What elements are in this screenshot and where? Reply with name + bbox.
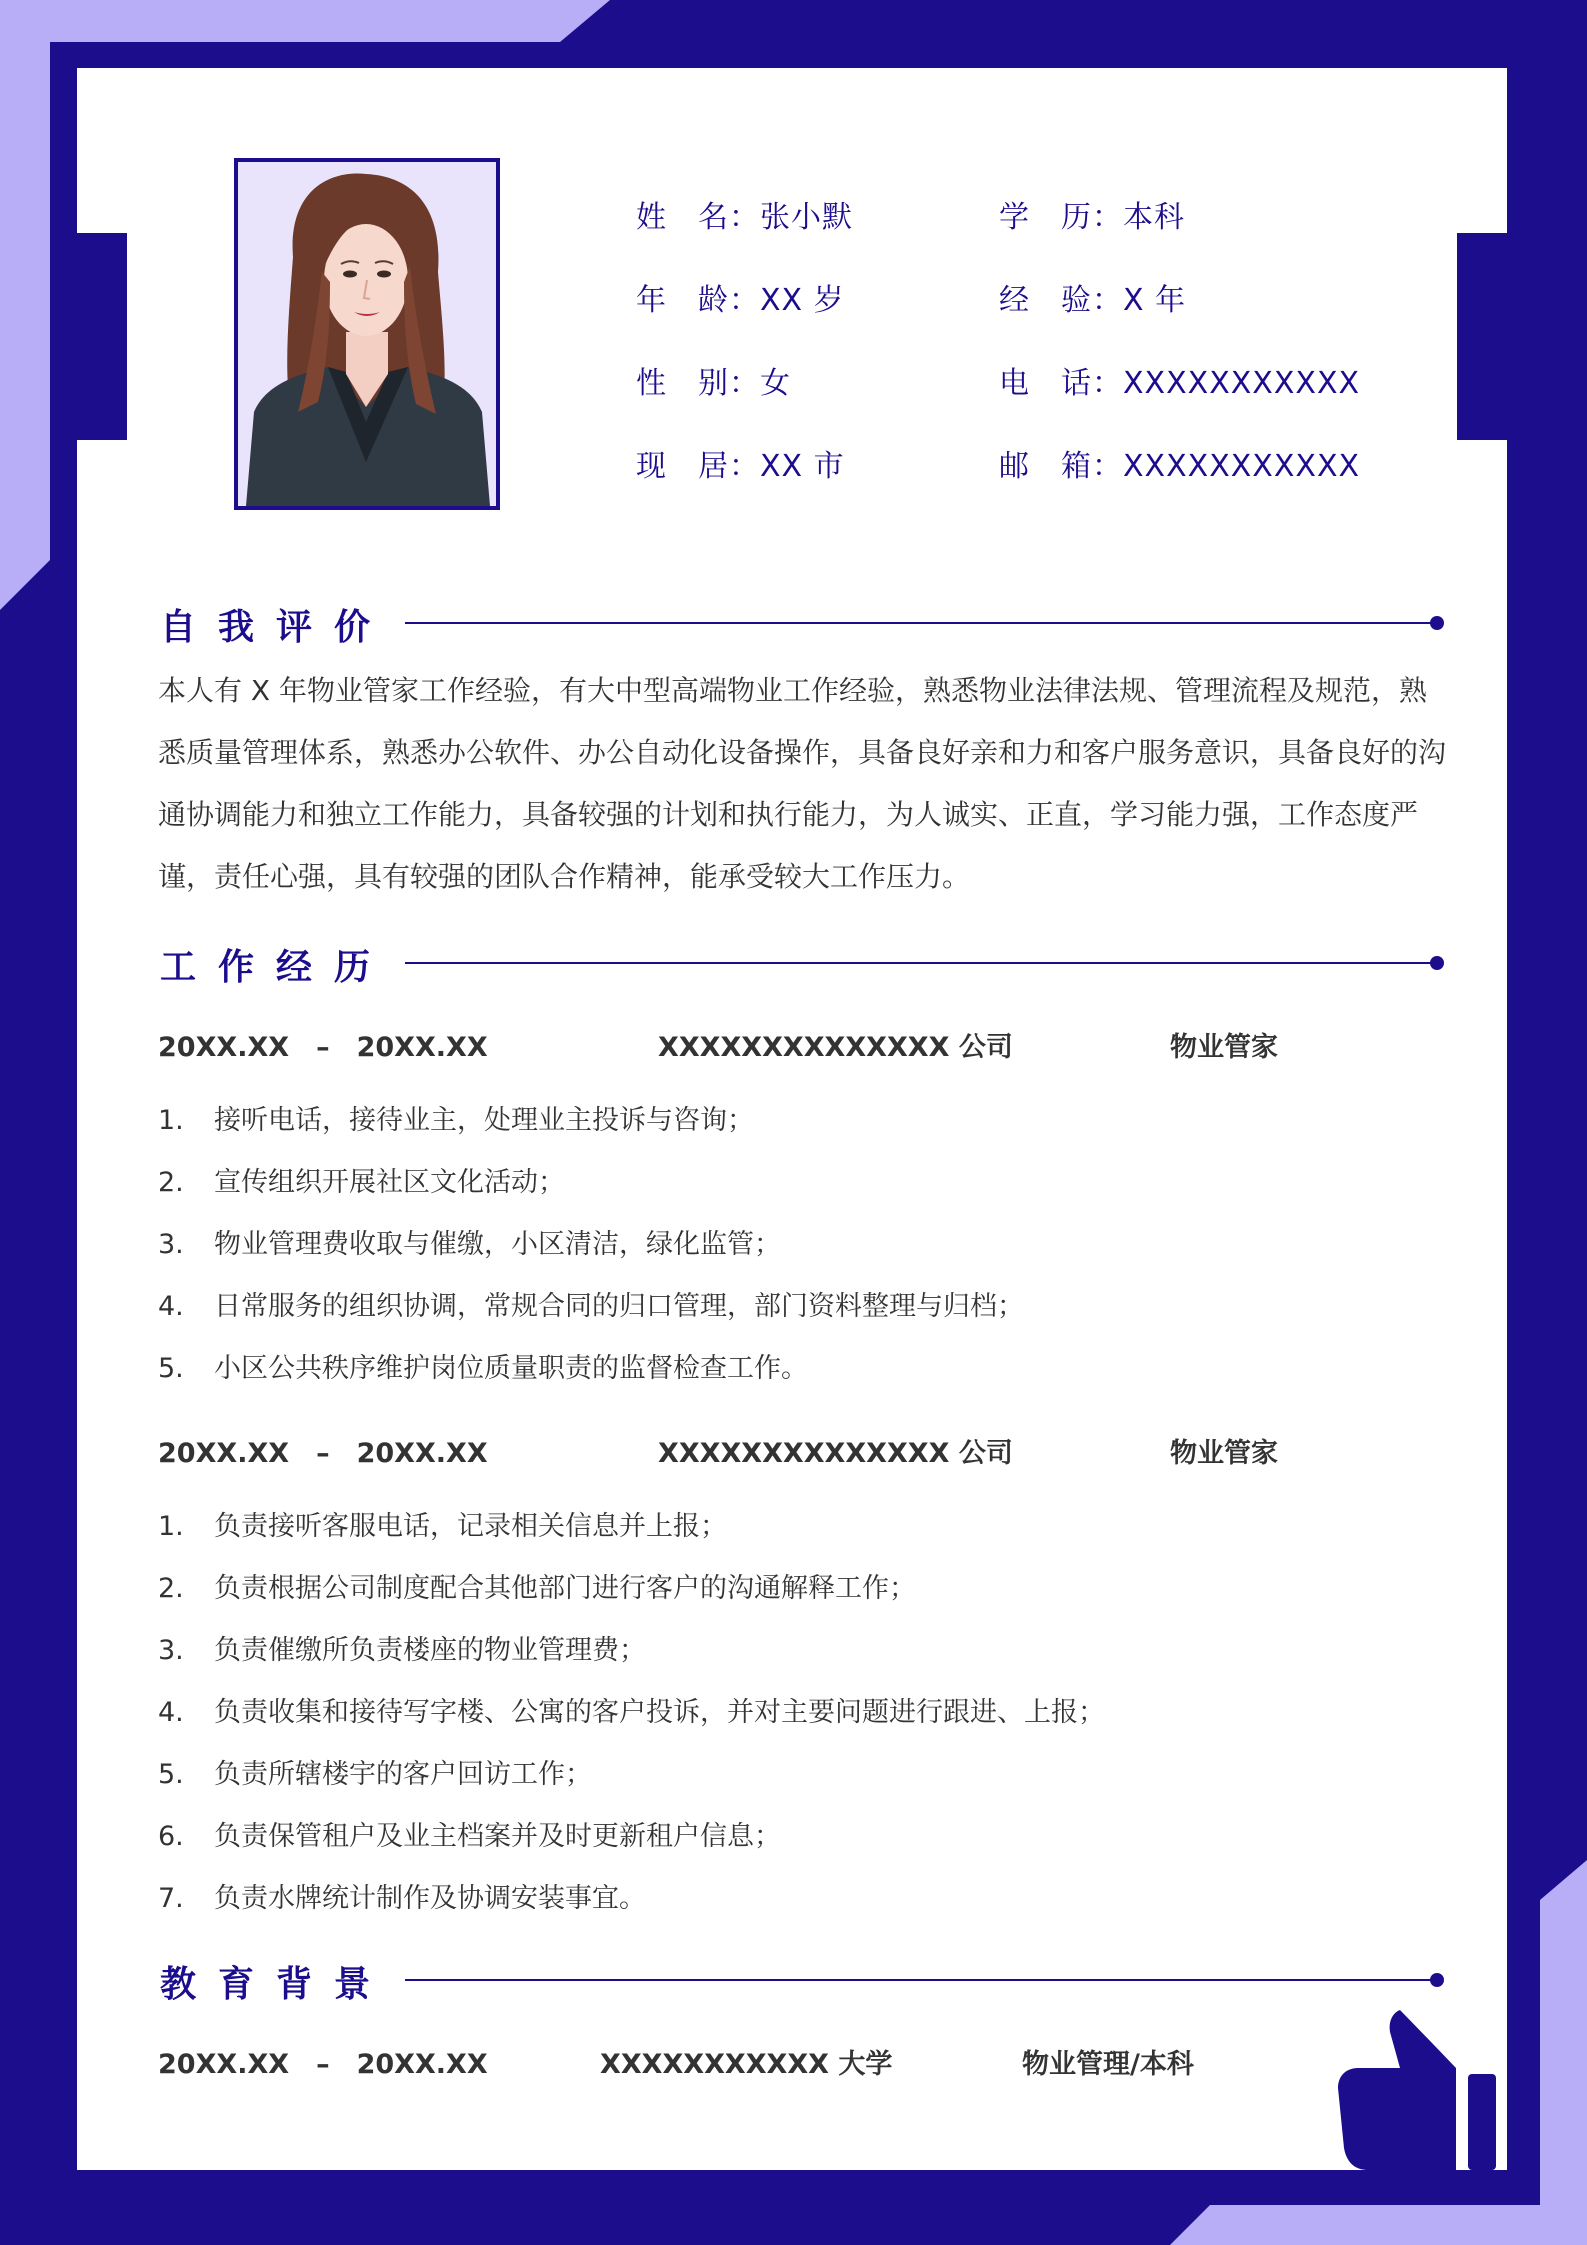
section-divider bbox=[405, 962, 1433, 964]
side-tab-left bbox=[77, 233, 127, 440]
education-school: XXXXXXXXXXX 大学 bbox=[600, 2049, 893, 2080]
info-value: XXXXXXXXXXX bbox=[1123, 366, 1361, 401]
job-period: 20XX.XX – 20XX.XX bbox=[158, 1438, 488, 1469]
duty-number: 5. bbox=[158, 1353, 184, 1384]
info-label: 姓 名： bbox=[636, 200, 760, 235]
duty-text: 接听电话，接待业主，处理业主投诉与咨询； bbox=[214, 1105, 754, 1136]
job-position: 物业管家 bbox=[1170, 1032, 1278, 1063]
info-label: 年 龄： bbox=[636, 283, 760, 318]
duty-number: 1. bbox=[158, 1105, 184, 1136]
info-label: 学 历： bbox=[999, 200, 1123, 235]
job-duty-item bbox=[158, 1690, 1105, 1729]
info-gender bbox=[636, 358, 791, 402]
info-label: 现 居： bbox=[636, 449, 760, 484]
job-duty-item bbox=[158, 1628, 646, 1667]
side-tab-right bbox=[1457, 233, 1507, 440]
info-value: 张小默 bbox=[760, 200, 853, 235]
avatar-illustration bbox=[238, 162, 496, 506]
info-value: 本科 bbox=[1123, 200, 1185, 235]
education-period: 20XX.XX – 20XX.XX bbox=[158, 2049, 488, 2080]
duty-number: 6. bbox=[158, 1821, 184, 1852]
profile-photo bbox=[234, 158, 500, 510]
job-duty-item bbox=[158, 1222, 781, 1261]
info-value: XX 市 bbox=[760, 449, 845, 484]
duty-number: 4. bbox=[158, 1291, 184, 1322]
info-email bbox=[999, 441, 1360, 485]
info-phone bbox=[999, 358, 1360, 402]
duty-text: 负责保管租户及业主档案并及时更新租户信息； bbox=[214, 1821, 781, 1852]
duty-text: 负责收集和接待写字楼、公寓的客户投诉，并对主要问题进行跟进、上报； bbox=[214, 1697, 1105, 1728]
duty-text: 负责所辖楼宇的客户回访工作； bbox=[214, 1759, 592, 1790]
job-duty-item bbox=[158, 1284, 1024, 1323]
section-title-education: 教育背景 bbox=[160, 1964, 393, 2005]
info-label: 电 话： bbox=[999, 366, 1123, 401]
job-duty-item bbox=[158, 1566, 916, 1605]
info-value: XXXXXXXXXXX bbox=[1123, 449, 1361, 484]
info-name bbox=[636, 192, 853, 236]
job-duty-item bbox=[158, 1504, 727, 1543]
info-age bbox=[636, 275, 845, 319]
duty-text: 日常服务的组织协调，常规合同的归口管理，部门资料整理与归档； bbox=[214, 1291, 1024, 1322]
section-divider bbox=[405, 622, 1433, 624]
job-duty-item bbox=[158, 1160, 565, 1199]
job-position: 物业管家 bbox=[1170, 1438, 1278, 1469]
self-evaluation-text: 本人有 X 年物业管家工作经验，有大中型高端物业工作经验，熟悉物业法律法规、管理流程及规范，熟悉质量管理体系，熟悉办公软件、办公自动化设备操作，具备良好亲和力和客户服务意识，具备良好的沟通协调能力和独立工作能力，具备较强的计划和执行能力，为人诚实、正直，学习能力强，工作态度严谨，责任心强，具有较强的团队合作精神，能承受较大工作压力。 bbox=[158, 674, 1447, 893]
thumbs-up-icon bbox=[1338, 2010, 1503, 2170]
job-duty-item bbox=[158, 1098, 754, 1137]
duty-number: 7. bbox=[158, 1883, 184, 1914]
section-divider-dot bbox=[1430, 956, 1444, 970]
job-duty-item bbox=[158, 1752, 592, 1791]
duty-text: 物业管理费收取与催缴，小区清洁，绿化监管； bbox=[214, 1229, 781, 1260]
duty-number: 1. bbox=[158, 1511, 184, 1542]
info-value: 女 bbox=[760, 366, 791, 401]
info-label: 邮 箱： bbox=[999, 449, 1123, 484]
section-title-work-experience: 工作经历 bbox=[160, 947, 393, 988]
info-education bbox=[999, 192, 1185, 236]
duty-number: 3. bbox=[158, 1635, 184, 1666]
duty-number: 2. bbox=[158, 1573, 184, 1604]
duty-number: 3. bbox=[158, 1229, 184, 1260]
section-divider-dot bbox=[1430, 1973, 1444, 1987]
duty-text: 负责催缴所负责楼座的物业管理费； bbox=[214, 1635, 646, 1666]
section-divider bbox=[405, 1979, 1433, 1981]
duty-number: 5. bbox=[158, 1759, 184, 1790]
duty-text: 负责根据公司制度配合其他部门进行客户的沟通解释工作； bbox=[214, 1573, 916, 1604]
job-company: XXXXXXXXXXXXXX 公司 bbox=[658, 1438, 1013, 1469]
education-major: 物业管理/本科 bbox=[1022, 2049, 1194, 2080]
duty-number: 2. bbox=[158, 1167, 184, 1198]
info-value: X 年 bbox=[1123, 283, 1187, 318]
section-title-self-evaluation: 自我评价 bbox=[160, 607, 393, 648]
duty-text: 小区公共秩序维护岗位质量职责的监督检查工作。 bbox=[214, 1353, 808, 1384]
job-company: XXXXXXXXXXXXXX 公司 bbox=[658, 1032, 1013, 1063]
info-label: 性 别： bbox=[636, 366, 760, 401]
job-duty-item bbox=[158, 1876, 646, 1915]
duty-text: 宣传组织开展社区文化活动； bbox=[214, 1167, 565, 1198]
job-duty-item bbox=[158, 1814, 781, 1853]
section-divider-dot bbox=[1430, 616, 1444, 630]
duty-number: 4. bbox=[158, 1697, 184, 1728]
duty-text: 负责接听客服电话，记录相关信息并上报； bbox=[214, 1511, 727, 1542]
job-duty-item bbox=[158, 1346, 808, 1385]
job-period: 20XX.XX – 20XX.XX bbox=[158, 1032, 488, 1063]
info-residence bbox=[636, 441, 845, 485]
info-label: 经 验： bbox=[999, 283, 1123, 318]
duty-text: 负责水牌统计制作及协调安装事宜。 bbox=[214, 1883, 646, 1914]
info-value: XX 岁 bbox=[760, 283, 845, 318]
info-experience bbox=[999, 275, 1186, 319]
